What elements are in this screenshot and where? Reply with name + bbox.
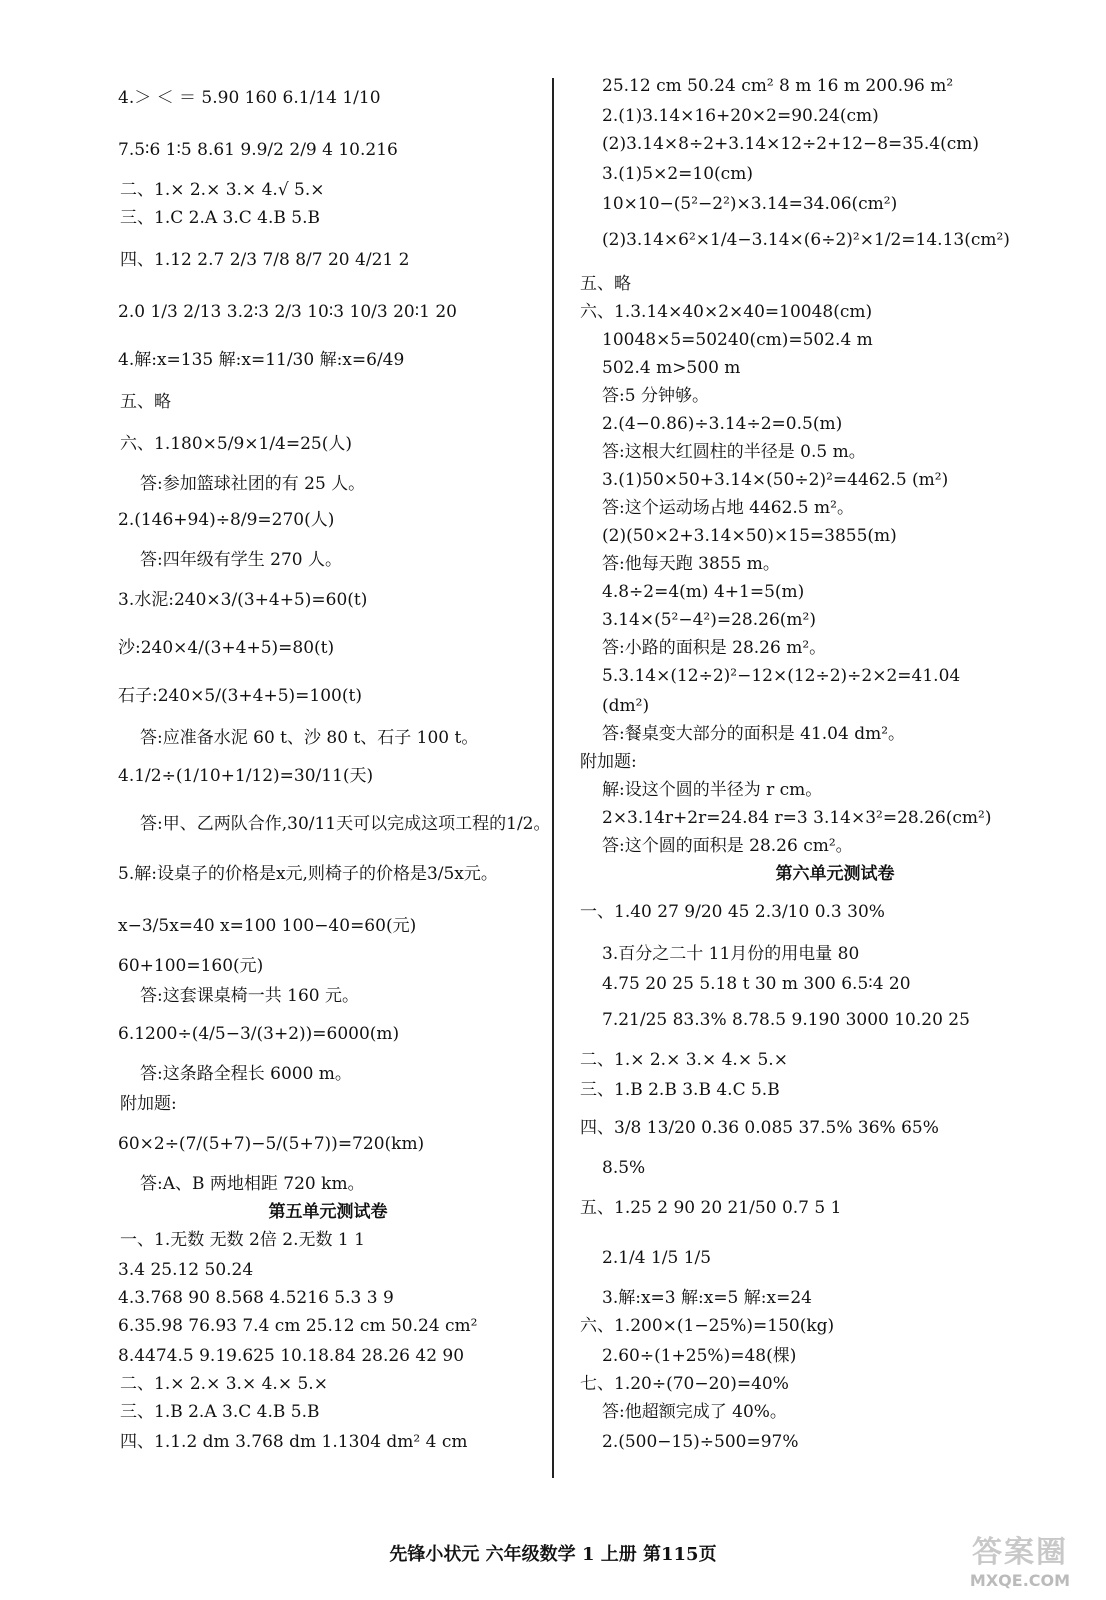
answer-line: 2.0 1/3 2/13 3.2∶3 2/3 10∶3 10/3 20∶1 20 [118, 302, 457, 322]
watermark-logo [945, 1535, 1095, 1597]
answer-line: 7.5∶6 1∶5 8.61 9.9/2 2/9 4 10.216 [118, 140, 398, 160]
answer-line: 四、1.12 2.7 2/3 7/8 8/7 20 4/21 2 [120, 250, 410, 270]
answer-line: x−3/5x=40 x=100 100−40=60(元) [118, 916, 417, 936]
watermark-text: 答案圈 [972, 1535, 1068, 1570]
answer-line: 2.60÷(1+25%)=48(棵) [602, 1346, 797, 1366]
answer-line: 答:应准备水泥 60 t、沙 80 t、石子 100 t。 [140, 728, 479, 748]
answer-line: 3.百分之二十 11月份的用电量 80 [602, 944, 860, 964]
answer-line: 答:这套课桌椅一共 160 元。 [140, 986, 359, 1006]
answer-line: 答:他超额完成了 40%。 [602, 1402, 787, 1422]
answer-line: 4.75 20 25 5.18 t 30 m 300 6.5∶4 20 [602, 974, 911, 994]
answer-line: 10×10−(5²−2²)×3.14=34.06(cm²) [602, 194, 898, 214]
answer-line: 8.4474.5 9.19.625 10.18.84 28.26 42 90 [118, 1346, 465, 1366]
answer-line: 3.(1)50×50+3.14×(50÷2)²=4462.5 (m²) [602, 470, 949, 490]
answer-line: 二、1.× 2.× 3.× 4.√ 5.× [120, 180, 325, 200]
answer-line: 4.8÷2=4(m) 4+1=5(m) [602, 582, 805, 602]
answer-line: 10048×5=50240(cm)=502.4 m [602, 330, 873, 350]
answer-line: 解:设这个圆的半径为 r cm。 [602, 780, 823, 800]
answer-line: 答:甲、乙两队合作,30/11天可以完成这项工程的1/2。 [140, 814, 551, 834]
answer-line: 六、1.180×5/9×1/4=25(人) [120, 434, 353, 454]
answer-line: 六、1.3.14×40×2×40=10048(cm) [580, 302, 873, 322]
answer-line: 3.(1)5×2=10(cm) [602, 164, 753, 184]
answer-line: 4.解:x=135 解:x=11/30 解:x=6/49 [118, 350, 405, 370]
answer-line: 3.解:x=3 解:x=5 解:x=24 [602, 1288, 812, 1308]
answer-line: 二、1.× 2.× 3.× 4.× 5.× [580, 1050, 788, 1070]
answer-line: (dm²) [602, 696, 650, 716]
answer-line: 一、1.40 27 9/20 45 2.3/10 0.3 30% [580, 902, 885, 922]
answer-line: 2×3.14r+2r=24.84 r=3 3.14×3²=28.26(cm²) [602, 808, 992, 828]
answer-line: 7.21/25 83.3% 8.78.5 9.190 3000 10.20 25 [602, 1010, 970, 1030]
answer-line: 一、1.无数 无数 2倍 2.无数 1 1 [120, 1230, 365, 1250]
answer-line: 6.35.98 76.93 7.4 cm 25.12 cm 50.24 cm² [118, 1316, 478, 1336]
answer-line: 答:餐桌变大部分的面积是 41.04 dm²。 [602, 724, 906, 744]
answer-line: 2.(500−15)÷500=97% [602, 1432, 799, 1452]
answer-line: 石子:240×5/(3+4+5)=100(t) [118, 686, 362, 706]
answer-line: 答:小路的面积是 28.26 m²。 [602, 638, 827, 658]
answer-line: (2)3.14×6²×1/4−3.14×(6÷2)²×1/2=14.13(cm²) [602, 230, 1010, 250]
answer-line: 2.(1)3.14×16+20×2=90.24(cm) [602, 106, 879, 126]
answer-line: 五、略 [580, 274, 631, 294]
answer-line: 答:他每天跑 3855 m。 [602, 554, 780, 574]
answer-line: 5.3.14×(12÷2)²−12×(12÷2)÷2×2=41.04 [602, 666, 961, 686]
answer-line: 60×2÷(7/(5+7)−5/(5+7))=720(km) [118, 1134, 425, 1154]
answer-line: 答:四年级有学生 270 人。 [140, 550, 342, 570]
answer-line: 三、1.B 2.A 3.C 4.B 5.B [120, 1402, 320, 1422]
answer-line: 4.1/2÷(1/10+1/12)=30/11(天) [118, 766, 374, 786]
answer-line: 五、略 [120, 392, 171, 412]
answer-line: 答:这个运动场占地 4462.5 m²。 [602, 498, 854, 518]
answer-line: 2.(146+94)÷8/9=270(人) [118, 510, 335, 530]
answer-line: 二、1.× 2.× 3.× 4.× 5.× [120, 1374, 328, 1394]
answer-line: 四、1.1.2 dm 3.768 dm 1.1304 dm² 4 cm [120, 1432, 468, 1452]
answer-line: 六、1.200×(1−25%)=150(kg) [580, 1316, 835, 1336]
answer-line: 5.解:设桌子的价格是x元,则椅子的价格是3/5x元。 [118, 864, 498, 884]
answer-line: 3.水泥:240×3/(3+4+5)=60(t) [118, 590, 368, 610]
answer-line: 60+100=160(元) [118, 956, 264, 976]
answer-line: 沙:240×4/(3+4+5)=80(t) [118, 638, 335, 658]
answer-line: 2.1/4 1/5 1/5 [602, 1248, 712, 1268]
answer-line: (2)3.14×8÷2+3.14×12÷2+12−8=35.4(cm) [602, 134, 980, 154]
answer-line: 五、1.25 2 90 20 21/50 0.7 5 1 [580, 1198, 842, 1218]
answer-line: 3.4 25.12 50.24 [118, 1260, 254, 1280]
watermark-url: MXQE.COM [969, 1571, 1071, 1590]
answer-line: (2)(50×2+3.14×50)×15=3855(m) [602, 526, 897, 546]
answer-line: 七、1.20÷(70−20)=40% [580, 1374, 789, 1394]
answer-line: 4.＞ ＜ ＝ 5.90 160 6.1/14 1/10 [118, 88, 381, 108]
column-divider [552, 78, 554, 1478]
answer-line: 四、3/8 13/20 0.36 0.085 37.5% 36% 65% [580, 1118, 939, 1138]
answer-line: 答:这条路全程长 6000 m。 [140, 1064, 352, 1084]
answer-line: 答:5 分钟够。 [602, 386, 709, 406]
answer-line: 8.5% [602, 1158, 646, 1178]
answer-line: 答:这个圆的面积是 28.26 cm²。 [602, 836, 853, 856]
answer-line: 6.1200÷(4/5−3/(3+2))=6000(m) [118, 1024, 400, 1044]
page-footer: 先锋小状元 六年级数学 1 上册 第115页 [389, 1544, 717, 1565]
answer-line: 3.14×(5²−4²)=28.26(m²) [602, 610, 816, 630]
answer-line: 第五单元测试卷 [268, 1202, 388, 1222]
answer-line: 答:参加篮球社团的有 25 人。 [140, 474, 366, 494]
answer-line: 三、1.C 2.A 3.C 4.B 5.B [120, 208, 320, 228]
answer-line: 三、1.B 2.B 3.B 4.C 5.B [580, 1080, 780, 1100]
answer-line: 附加题: [120, 1094, 177, 1114]
answer-line: 附加题: [580, 752, 637, 772]
answer-line: 2.(4−0.86)÷3.14÷2=0.5(m) [602, 414, 843, 434]
answer-line: 25.12 cm 50.24 cm² 8 m 16 m 200.96 m² [602, 76, 954, 96]
answer-line: 502.4 m>500 m [602, 358, 741, 378]
answer-line: 答:A、B 两地相距 720 km。 [140, 1174, 365, 1194]
answer-line: 第六单元测试卷 [775, 864, 895, 884]
answer-line: 4.3.768 90 8.568 4.5216 5.3 3 9 [118, 1288, 394, 1308]
answer-line: 答:这根大红圆柱的半径是 0.5 m。 [602, 442, 866, 462]
